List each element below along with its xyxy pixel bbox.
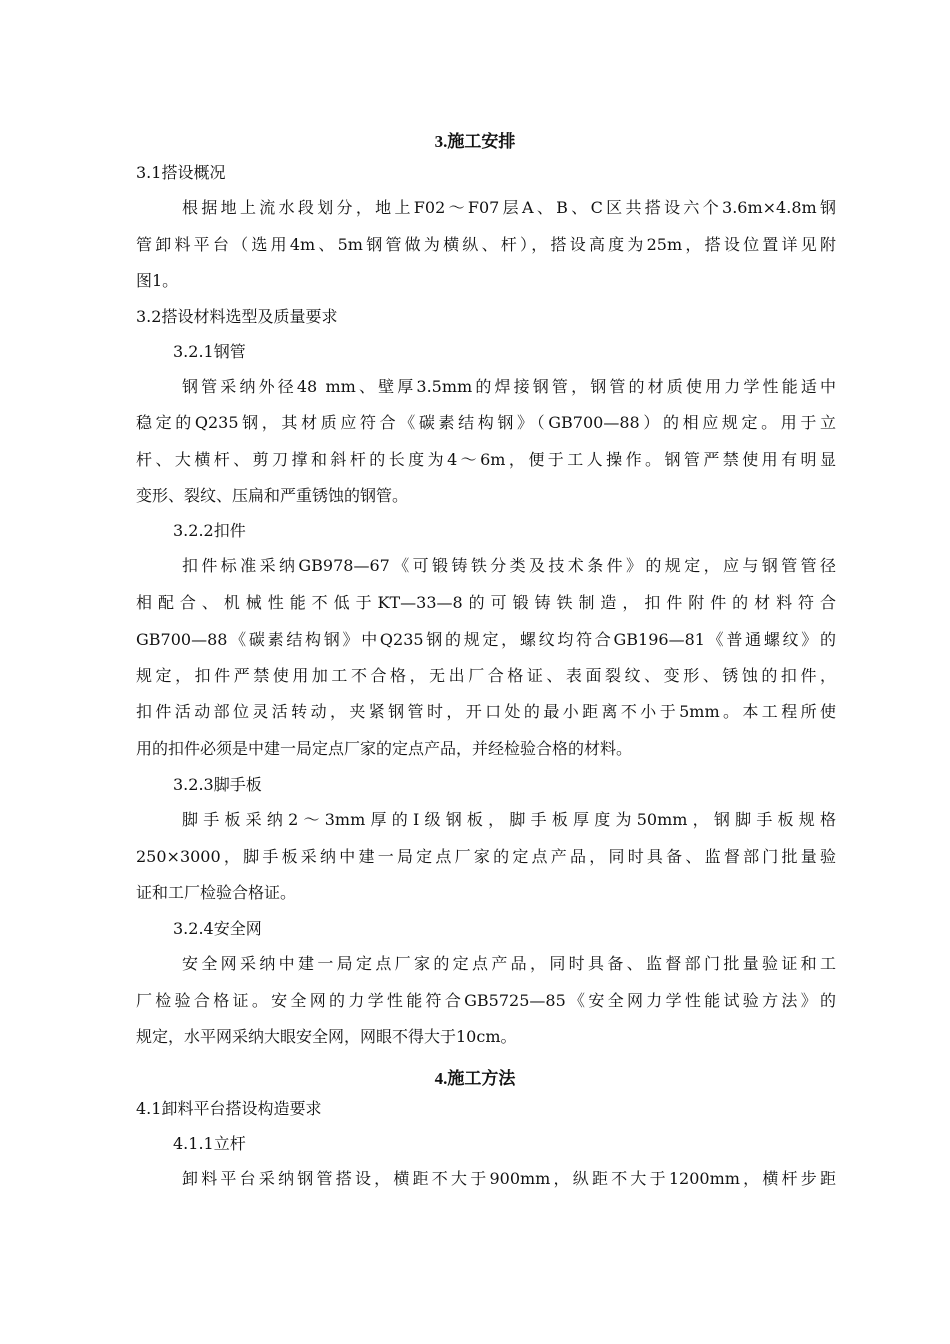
subheading-4-1-1: 4.1.1立杆	[173, 1134, 246, 1153]
heading-3: 3.施工安排	[434, 132, 516, 151]
para-3-2-2-line: GB700—88《碳素结构钢》中Q235钢的规定，螺纹均符合GB196—81《普通螺纹》的	[136, 630, 836, 649]
para-3-2-3-line: 脚手板采纳2～3mm厚的I级钢板，脚手板厚度为50mm，钢脚手板规格	[182, 810, 836, 829]
para-3-2-1-line: 稳定的Q235钢，其材质应符合《碳素结构钢》（GB700—88）的相应规定。用于立	[136, 413, 836, 432]
para-3-1-line: 图1。	[136, 271, 179, 290]
subheading-4-1: 4.1卸料平台搭设构造要求	[136, 1099, 322, 1118]
para-3-2-2-line: 规定，扣件严禁使用加工不合格，无出厂合格证、表面裂纹、变形、锈蚀的扣件，	[136, 666, 836, 685]
subheading-3-2-3: 3.2.3脚手板	[173, 775, 262, 794]
para-3-2-2-line: 用的扣件必须是中建一局定点厂家的定点产品，并经检验合格的材料。	[136, 739, 633, 758]
subheading-3-1: 3.1搭设概况	[136, 163, 226, 182]
para-3-2-1-line: 钢管采纳外径48 mm、壁厚3.5mm的焊接钢管，钢管的材质使用力学性能适中	[182, 377, 836, 396]
para-3-2-2-line: 扣件活动部位灵活转动，夹紧钢管时，开口处的最小距离不小于5mm。本工程所使	[136, 702, 836, 721]
heading-4: 4.施工方法	[434, 1069, 516, 1088]
para-3-2-4-line: 安全网采纳中建一局定点厂家的定点产品，同时具备、监督部门批量验证和工	[182, 954, 836, 973]
para-3-2-3-line: 证和工厂检验合格证。	[136, 883, 297, 902]
subheading-3-2-1: 3.2.1钢管	[173, 342, 246, 361]
para-3-2-2-line: 扣件标准采纳GB978—67《可锻铸铁分类及技术条件》的规定，应与钢管管径	[182, 556, 836, 575]
para-3-2-1-line: 杆、大横杆、剪刀撑和斜杆的长度为4～6m，便于工人操作。钢管严禁使用有明显	[136, 450, 836, 469]
para-3-2-2-line: 相配合、机械性能不低于KT—33—8的可锻铸铁制造，扣件附件的材料符合	[136, 593, 836, 612]
subheading-3-2-4: 3.2.4安全网	[173, 919, 262, 938]
para-3-2-4-line: 规定，水平网采纳大眼安全网，网眼不得大于10cm。	[136, 1027, 517, 1046]
para-3-2-4-line: 厂检验合格证。安全网的力学性能符合GB5725—85《安全网力学性能试验方法》的	[136, 991, 836, 1010]
para-3-1-line: 根据地上流水段划分，地上F02～F07层A、B、C区共搭设六个3.6m×4.8m钢	[182, 198, 836, 217]
para-3-1-line: 管卸料平台（选用4m、5m钢管做为横纵、杆），搭设高度为25m，搭设位置详见附	[136, 235, 836, 254]
para-4-1-1-line: 卸料平台采纳钢管搭设，横距不大于900mm，纵距不大于1200mm，横杆步距	[182, 1169, 836, 1188]
para-3-2-3-line: 250×3000，脚手板采纳中建一局定点厂家的定点产品，同时具备、监督部门批量验	[136, 847, 836, 866]
para-3-2-1-line: 变形、裂纹、压扁和严重锈蚀的钢管。	[136, 486, 409, 505]
subheading-3-2-2: 3.2.2扣件	[173, 521, 246, 540]
subheading-3-2: 3.2搭设材料选型及质量要求	[136, 307, 338, 326]
